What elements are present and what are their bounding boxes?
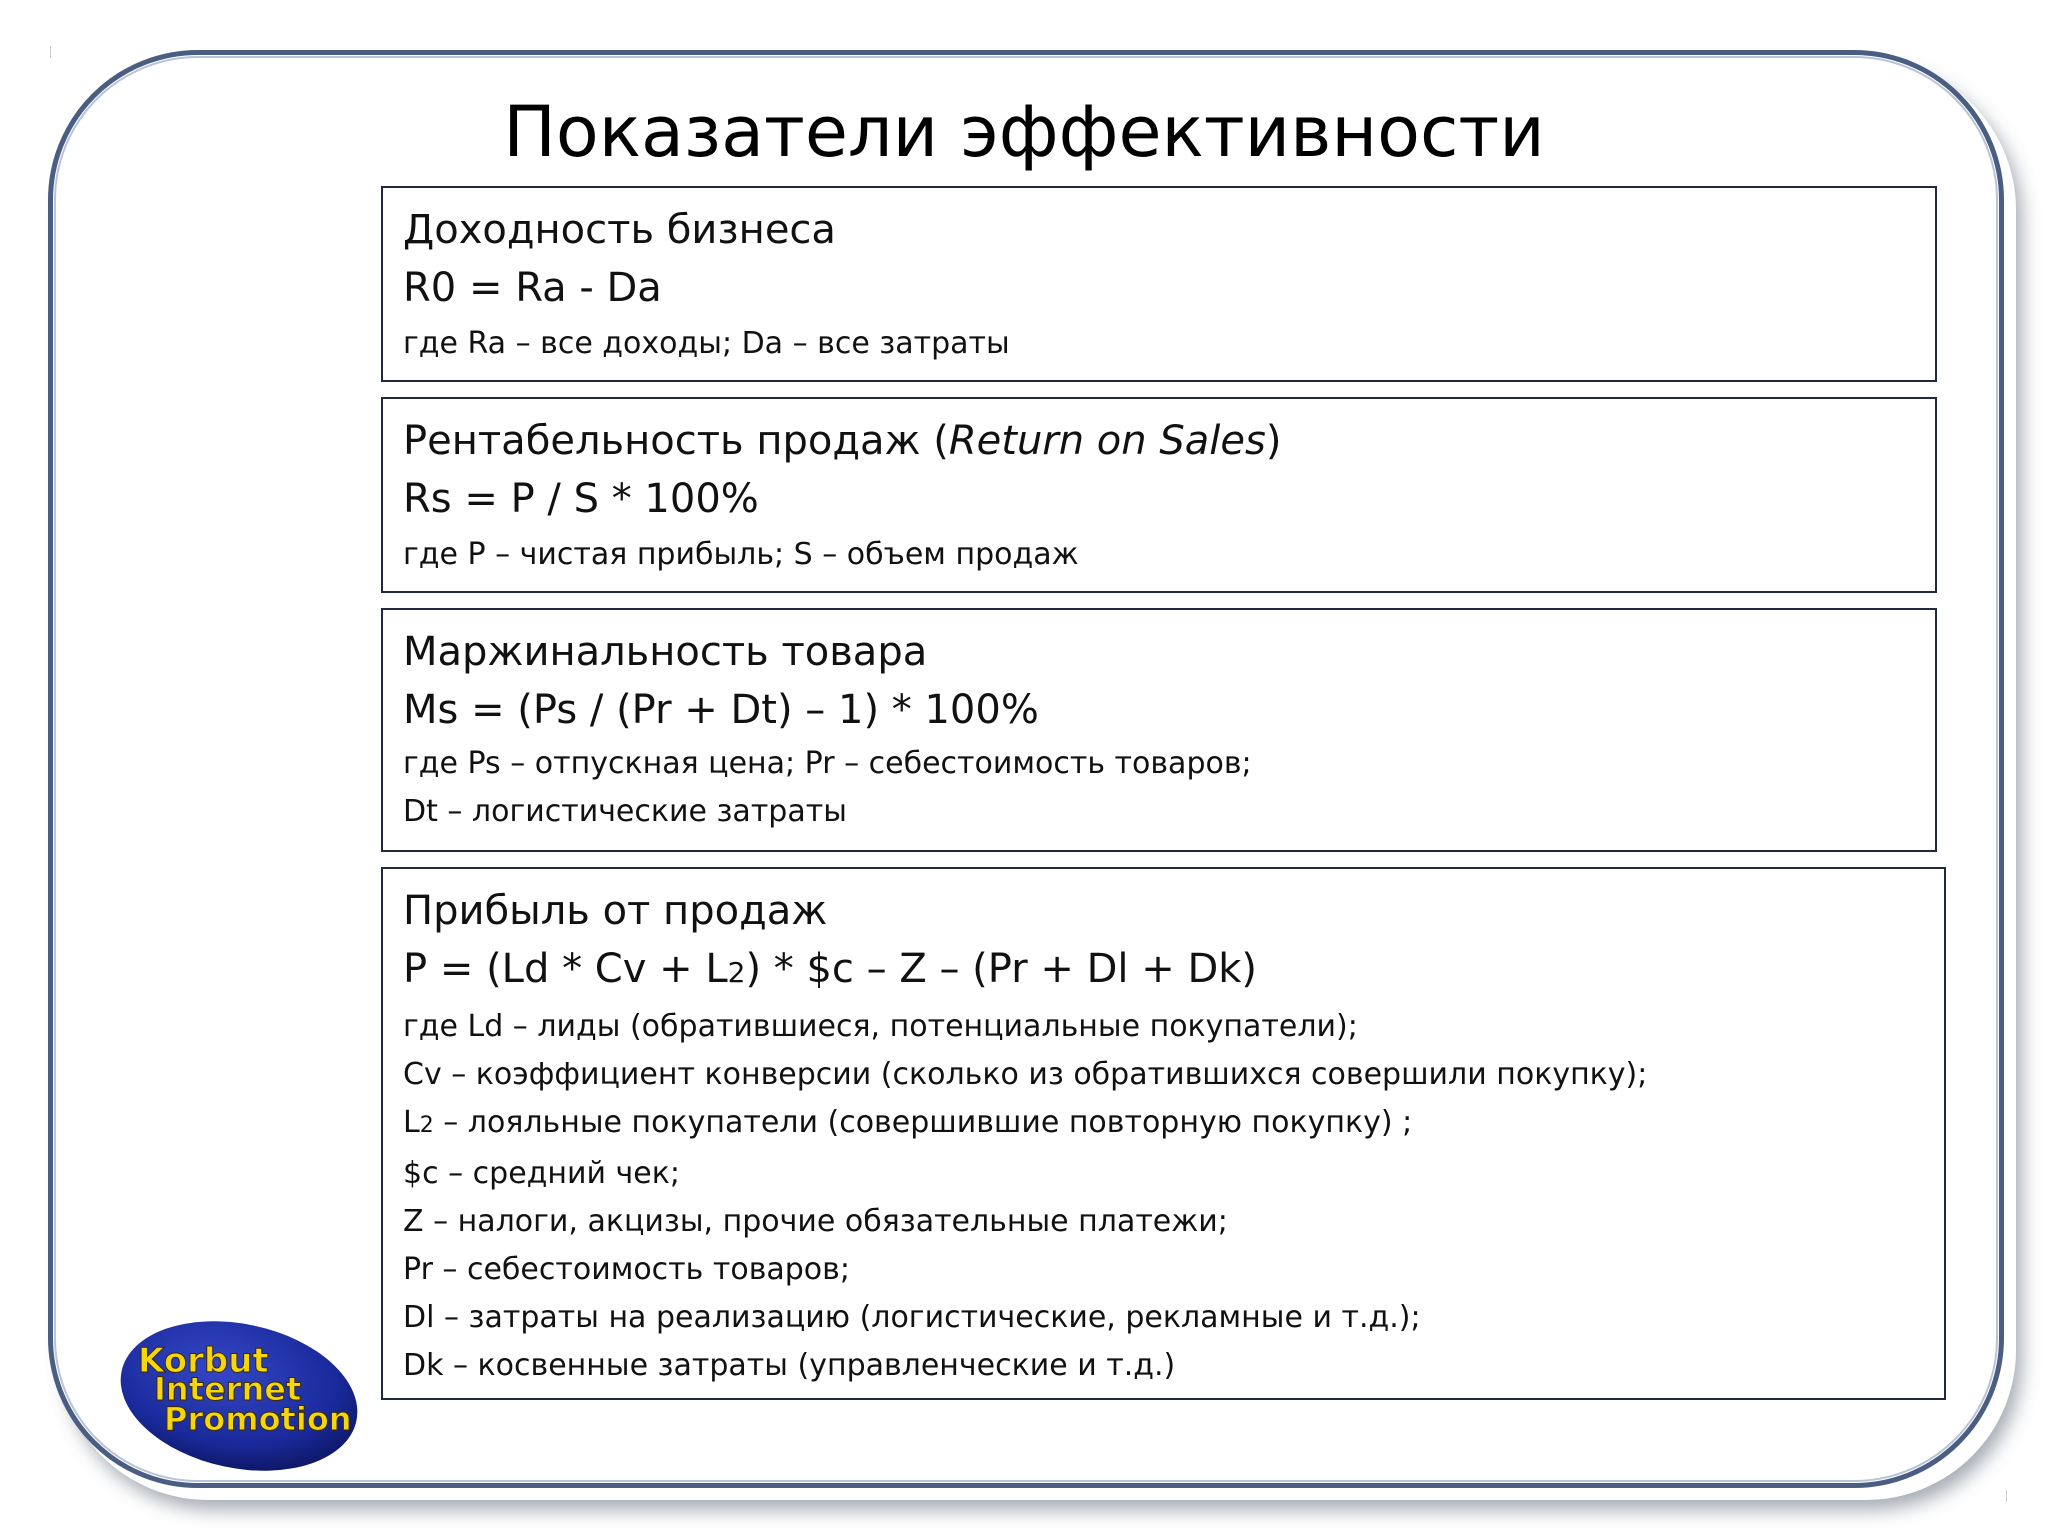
metric-heading: Прибыль от продаж (403, 888, 828, 934)
corner-mark (50, 46, 57, 58)
korbut-logo (116, 1320, 362, 1472)
metric-heading (403, 413, 1935, 469)
metric-note: Dt – логистические затраты (403, 794, 847, 829)
l2-prefix: L (403, 1105, 420, 1140)
metric-formula: Rs = P / S * 100% (403, 476, 759, 522)
metric-formula: R0 = Ra - Da (403, 265, 662, 311)
metric-note: Cv – коэффициент конверсии (сколько из обратившихся совершили покупку); (403, 1057, 1648, 1092)
l2-note-text: – лояльные покупатели (совершившие повторную покупку) ; (443, 1105, 1413, 1140)
metric-note: где Ps – отпускная цена; Pr – себестоимость товаров; (403, 746, 1252, 781)
metric-note: Dk – косвенные затраты (управленческие и т.д.) (403, 1348, 1176, 1383)
formula-part-a: P = (Ld * Cv + L (403, 946, 728, 992)
metric-formula (403, 939, 1944, 1003)
corner-mark (2006, 1490, 2013, 1502)
slide-title: Показатели эффективности (503, 91, 1545, 173)
metric-box-sales-profit (381, 867, 1946, 1400)
metric-box-business-income (381, 186, 1937, 382)
metric-note: Dl – затраты на реализацию (логистические, рекламные и т.д.); (403, 1300, 1421, 1335)
metric-note: где Ra – все доходы; Da – все затраты (403, 326, 1010, 361)
l2-subscript: 2 (419, 1113, 434, 1138)
metric-note: где Ld – лиды (обратившиеся, потенциальные покупатели); (403, 1009, 1358, 1044)
logo-text-line1: Korbut (138, 1341, 269, 1381)
logo-text-line3: Promotion (164, 1400, 352, 1438)
metric-note: $c – средний чек; (403, 1156, 680, 1191)
formula-part-b: ) * $c – Z – (Pr + Dl + Dk) (745, 946, 1258, 992)
metric-note: Pr – себестоимость товаров; (403, 1252, 850, 1287)
formula-subscript: 2 (727, 956, 746, 989)
metric-heading: Маржинальность товара (403, 629, 928, 675)
logo-text-line2: Internet (154, 1370, 302, 1408)
metric-heading: Доходность бизнеса (403, 207, 836, 253)
metric-heading-main: Рентабельность продаж ( (403, 418, 949, 464)
metric-formula: Ms = (Ps / (Pr + Dt) – 1) * 100% (403, 687, 1039, 733)
metric-heading-close: ) (1265, 418, 1282, 464)
metric-note: Z – налоги, акцизы, прочие обязательные платежи; (403, 1204, 1228, 1239)
metric-note (403, 1099, 1944, 1150)
metric-box-return-on-sales (381, 397, 1937, 593)
metric-heading-italic: Return on Sales (948, 418, 1266, 464)
metric-note: где P – чистая прибыль; S – объем продаж (403, 537, 1079, 572)
metric-box-product-margin (381, 608, 1937, 852)
